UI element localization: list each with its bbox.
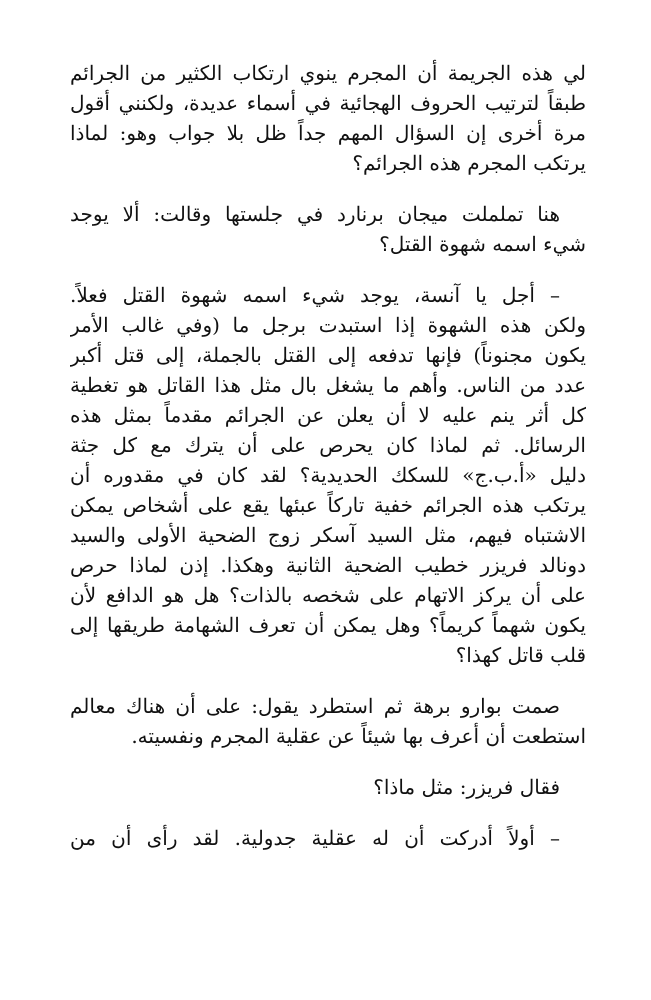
- paragraph-2: [70, 199, 586, 259]
- text-line: – أولاً أدركت أن له عقلية جدولية. لقد رأى أن من: [70, 826, 560, 850]
- text-line: يرتكب هذه الجرائم خفية تاركاً عبئها يقع على أشخاص يمكن: [70, 493, 586, 517]
- paragraph-gap: [70, 259, 586, 280]
- paragraph-5: [70, 772, 586, 802]
- text-line: مرة أخرى إن السؤال المهم جداً ظل بلا جواب وهو: لماذا: [70, 121, 586, 145]
- text-line: يكون شهماً كريماً؟ وهل يمكن أن تعرف الشهامة طريقها إلى: [70, 613, 586, 637]
- text-line: يرتكب المجرم هذه الجرائم؟: [352, 151, 586, 175]
- paragraph-gap: [70, 670, 586, 691]
- paragraph-gap: [70, 802, 586, 823]
- text-line: ولكن هذه الشهوة إذا استبدت برجل ما (وفي غالب الأمر: [70, 313, 586, 337]
- text-line: استطعت أن أعرف بها شيئاً عن عقلية المجرم ونفسيته.: [131, 724, 586, 748]
- text-line: عدد من الناس. وأهم ما يشغل بال مثل هذا القاتل هو تغطية: [70, 373, 586, 397]
- text-line: دونالد فريزر خطيب الضحية الثانية وهكذا. إذن لماذا حرص: [70, 553, 586, 577]
- paragraph-1: [70, 58, 586, 178]
- paragraph-3: [70, 280, 586, 670]
- text-line: دليل «أ.ب.ج» للسكك الحديدية؟ لقد كان في مقدوره أن: [70, 463, 586, 487]
- text-line: طبقاً لترتيب الحروف الهجائية في أسماء عديدة، ولكنني أقول: [70, 91, 586, 115]
- text-line: شيء اسمه شهوة القتل؟: [379, 232, 586, 256]
- paragraph-6: [70, 823, 586, 853]
- text-line: يكون مجنوناً) فإنها تدفعه إلى القتل بالجملة، إلى قتل أكبر: [70, 343, 586, 367]
- text-line: لي هذه الجريمة أن المجرم ينوي ارتكاب الكثير من الجرائم: [70, 61, 586, 85]
- text-line: – أجل يا آنسة، يوجد شيء اسمه شهوة القتل فعلاً.: [70, 283, 560, 307]
- text-line: على أن يركز الاتهام على شخصه بالذات؟ هل هو الدافع لأن: [70, 583, 586, 607]
- book-page: [70, 58, 586, 853]
- text-line: فقال فريزر: مثل ماذا؟: [373, 775, 560, 799]
- paragraph-gap: [70, 178, 586, 199]
- text-line: الرسائل. ثم لماذا كان يحرص على أن يترك مع كل جثة: [70, 433, 586, 457]
- text-line: صمت بوارو برهة ثم استطرد يقول: على أن هناك معالم: [70, 694, 560, 718]
- paragraph-gap: [70, 751, 586, 772]
- text-line: كل أثر ينم عليه لا أن يعلن عن الجرائم مقدماً بمثل هذه: [70, 403, 586, 427]
- text-line: قلب قاتل كهذا؟: [455, 643, 586, 667]
- text-line: هنا تململت ميجان برنارد في جلستها وقالت: ألا يوجد: [70, 202, 560, 226]
- text-line: الاشتباه فيهم، مثل السيد آسكر زوج الضحية الأولى والسيد: [70, 523, 586, 547]
- paragraph-4: [70, 691, 586, 751]
